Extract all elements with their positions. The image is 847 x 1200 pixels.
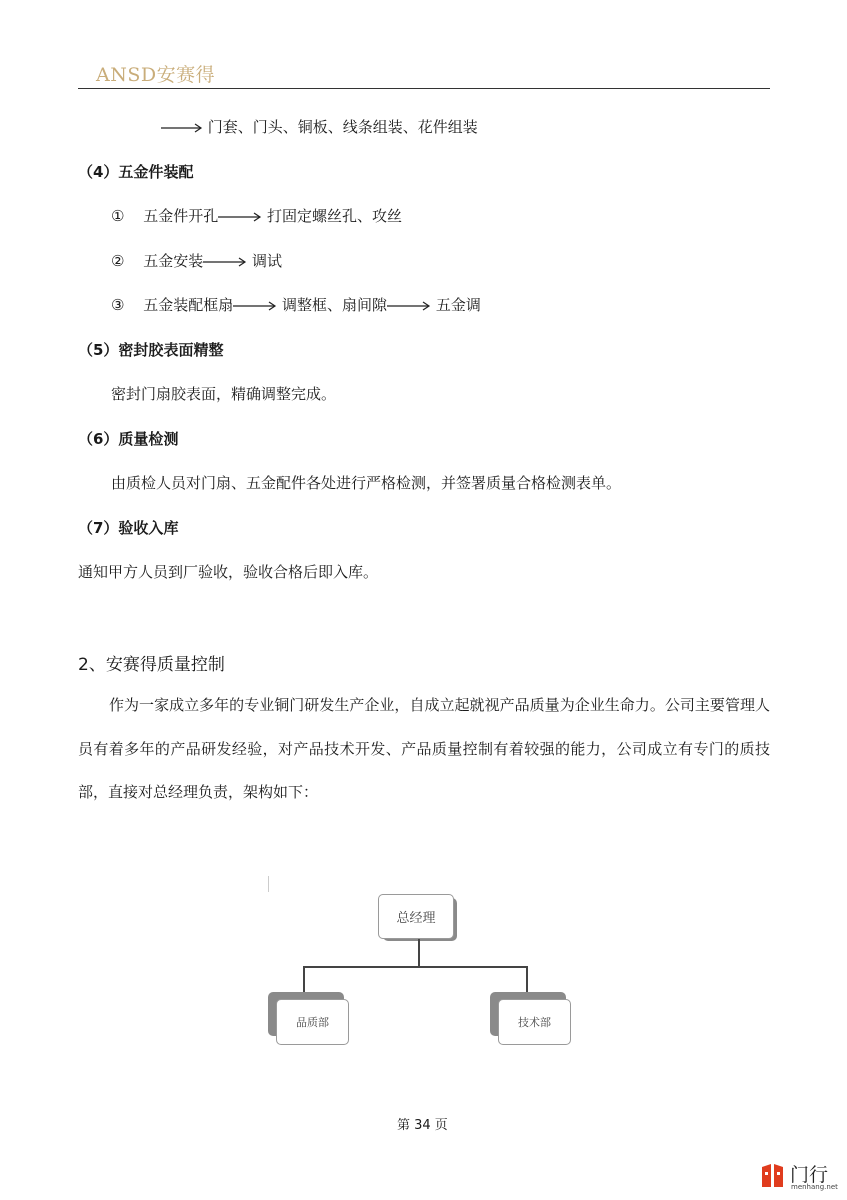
step-1 [111, 205, 402, 226]
watermark-site: menhang.net [791, 1183, 838, 1191]
arrow-icon [233, 301, 277, 311]
step-2 [111, 250, 282, 271]
paragraph-sealant: 密封门扇胶表面，精确调整完成。 [111, 385, 337, 403]
heading-acceptance: （7）验收入库 [78, 519, 179, 537]
org-connector-right [526, 966, 528, 993]
step-result: 调整框、扇间隙 [282, 296, 388, 314]
step-number: ② [111, 252, 125, 270]
step-label: 五金装配框扇 [143, 296, 234, 314]
page-number: 第 34 页 [397, 1118, 448, 1133]
company-logo: ANSD安赛得 [96, 64, 216, 86]
org-connector-vertical [418, 939, 420, 967]
step-result: 调试 [252, 252, 283, 270]
org-connector-left [303, 966, 305, 993]
paragraph-acceptance: 通知甲方人员到厂验收，验收合格后即入库。 [78, 563, 379, 581]
step-label: 五金件开孔 [143, 207, 219, 225]
heading-quality-inspection: （6）质量检测 [78, 430, 179, 448]
section-title: 2、安赛得质量控制 [78, 655, 225, 675]
org-node-quality-dept: 品质部 [276, 999, 349, 1045]
step-label: 五金安装 [143, 252, 204, 270]
arrow-icon [161, 123, 203, 133]
assembly-line [161, 116, 478, 137]
header-divider [78, 88, 770, 89]
heading-sealant-finishing: （5）密封胶表面精整 [78, 341, 224, 359]
arrow-icon [387, 301, 431, 311]
paragraph-inspection: 由质检人员对门扇、五金配件各处进行严格检测，并签署质量合格检测表单。 [111, 474, 622, 492]
org-node-tech-dept: 技术部 [498, 999, 571, 1045]
arrow-icon [218, 212, 262, 222]
arrow-icon [203, 257, 247, 267]
heading-hardware-assembly: （4）五金件装配 [78, 163, 194, 181]
step-3 [111, 294, 481, 315]
menhang-logo-icon [760, 1163, 785, 1188]
step-result-2: 五金调 [435, 296, 481, 314]
watermark-name: 门行 [790, 1164, 829, 1186]
step-result: 打固定螺丝孔、攻丝 [267, 207, 403, 225]
step-number: ③ [111, 296, 125, 314]
assembly-text: 门套、门头、铜板、线条组装、花件组装 [207, 118, 478, 136]
org-node-general-manager: 总经理 [378, 894, 454, 939]
section-paragraph: 作为一家成立多年的专业铜门研发生产企业，自成立起就视产品质量为企业生命力。公司主要管理人员有着多年的产品研发经验，对产品技术开发、产品质量控制有着较强的能力，公司成立有专门的质技部，直接对总经理负责，架构如下： [78, 696, 770, 801]
chart-edge-mark [268, 876, 269, 892]
step-number: ① [111, 207, 125, 225]
org-connector-horizontal [303, 966, 527, 968]
